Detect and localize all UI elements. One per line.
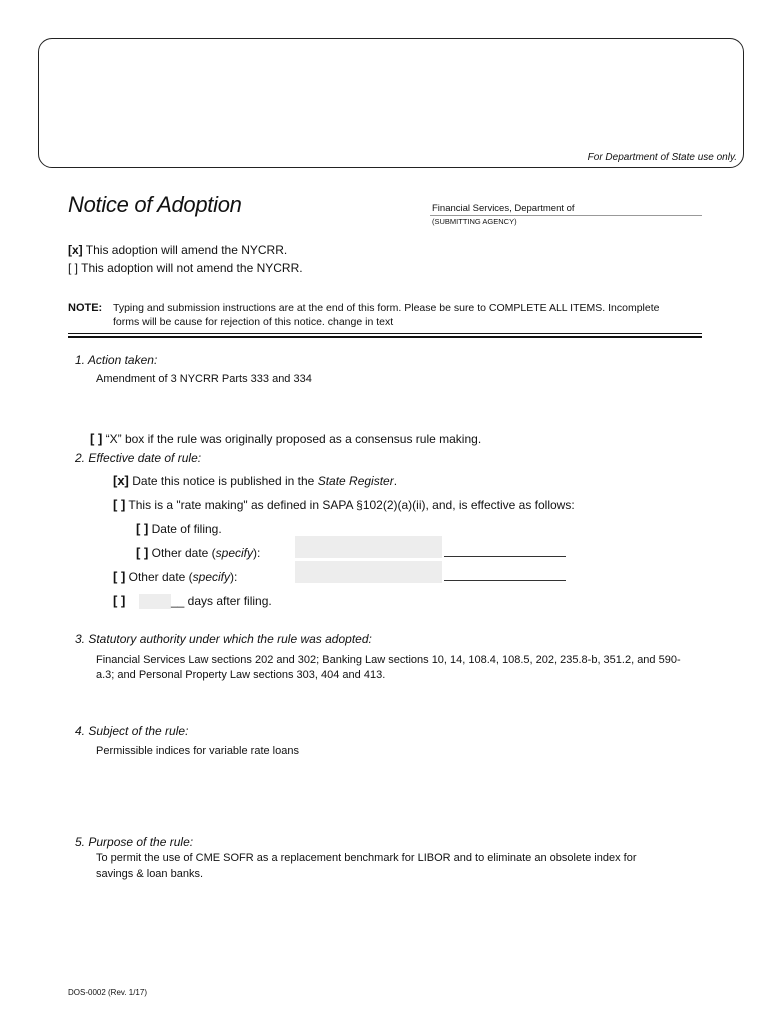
specify-label: specify: [215, 546, 254, 560]
other-date2-underline: [444, 580, 566, 581]
days-input[interactable]: [139, 594, 171, 609]
other-date1-input[interactable]: [295, 536, 442, 558]
section-action-heading: 1. Action taken:: [75, 353, 158, 367]
section-purpose-heading: 5. Purpose of the rule:: [75, 835, 194, 849]
effective-other1-checkbox[interactable]: [ ]: [136, 545, 149, 560]
effective-other2-label: Other date (: [128, 570, 193, 584]
purpose-answer-line2[interactable]: savings & loan banks.: [96, 868, 204, 880]
purpose-answer-line1[interactable]: To permit the use of CME SOFR as a replacement benchmark for LIBOR and to eliminate an obsolete index for: [96, 852, 637, 864]
period: .: [393, 474, 398, 488]
effective-publish-option: [113, 473, 397, 488]
submitting-agency-caption: (SUBMITTING AGENCY): [432, 217, 517, 226]
consensus-option: [90, 431, 481, 446]
amend-yes-checkbox[interactable]: [x]: [68, 243, 83, 257]
effective-filing-option: [136, 521, 222, 536]
other-date1-underline: [444, 556, 566, 557]
divider-thick: [68, 336, 702, 338]
effective-publish-label: Date this notice is published in the: [132, 474, 318, 488]
consensus-label: “X” box if the rule was originally proposed as a consensus rule making.: [105, 432, 482, 446]
action-answer[interactable]: Amendment of 3 NYCRR Parts 333 and 334: [96, 373, 312, 385]
subject-answer[interactable]: Permissible indices for variable rate loans: [96, 745, 299, 757]
page-title: Notice of Adoption: [68, 192, 242, 217]
form-id: DOS-0002 (Rev. 1/17): [68, 988, 147, 997]
section-authority-heading: 3. Statutory authority under which the rule was adopted:: [75, 632, 372, 646]
submitting-agency-field[interactable]: Financial Services, Department of: [432, 203, 575, 214]
amend-yes-label: This adoption will amend the NYCRR.: [85, 243, 288, 257]
amend-no-checkbox[interactable]: [ ]: [68, 261, 79, 275]
paren-close-2: ):: [230, 570, 238, 584]
effective-filing-label: Date of filing.: [151, 522, 222, 536]
agency-underline: [430, 215, 702, 216]
note-text-line2: forms will be cause for rejection of this notice. change in text: [113, 316, 394, 328]
effective-other2-checkbox[interactable]: [ ]: [113, 569, 126, 584]
note-label: NOTE:: [68, 302, 103, 314]
effective-ratemaking-label: This is a "rate making" as defined in SAPA §102(2)(a)(ii), and, is effective as follows:: [128, 498, 575, 512]
authority-answer-line2[interactable]: a.3; and Personal Property Law sections 303, 404 and 413.: [96, 669, 386, 681]
section-subject-heading: 4. Subject of the rule:: [75, 724, 189, 738]
other-date2-input[interactable]: [295, 561, 442, 583]
amend-no-label: This adoption will not amend the NYCRR.: [81, 261, 303, 275]
amend-option-no: [68, 261, 303, 275]
effective-days-option: [113, 593, 125, 608]
effective-ratemaking-option: [113, 497, 575, 512]
effective-other1-label: Other date (: [151, 546, 216, 560]
state-use-label: For Department of State use only.: [587, 152, 737, 163]
state-register-label: State Register: [317, 474, 394, 488]
note-text-line1: Typing and submission instructions are at the end of this form. Please be sure to COMPLETE ALL ITEMS. Incomplete: [113, 302, 660, 314]
effective-days-checkbox[interactable]: [ ]: [113, 593, 126, 608]
effective-other2-option: [113, 569, 237, 584]
divider-thin: [68, 333, 702, 334]
paren-close: ):: [253, 546, 261, 560]
effective-other1-option: [136, 545, 260, 560]
effective-days-label: __ days after filing.: [171, 594, 272, 608]
section-effective-heading: 2. Effective date of rule:: [75, 451, 202, 465]
amend-option-yes: [68, 243, 287, 257]
specify-label-2: specify: [192, 570, 231, 584]
effective-filing-checkbox[interactable]: [ ]: [136, 521, 149, 536]
effective-ratemaking-checkbox[interactable]: [ ]: [113, 497, 126, 512]
effective-publish-checkbox[interactable]: [x]: [113, 473, 129, 488]
consensus-checkbox[interactable]: [ ]: [90, 431, 103, 446]
authority-answer-line1[interactable]: Financial Services Law sections 202 and 302; Banking Law sections 10, 14, 108.4, 108.5, 202, 235.8-b, 351.2, and 590-: [96, 654, 681, 666]
state-use-box: [38, 38, 744, 168]
